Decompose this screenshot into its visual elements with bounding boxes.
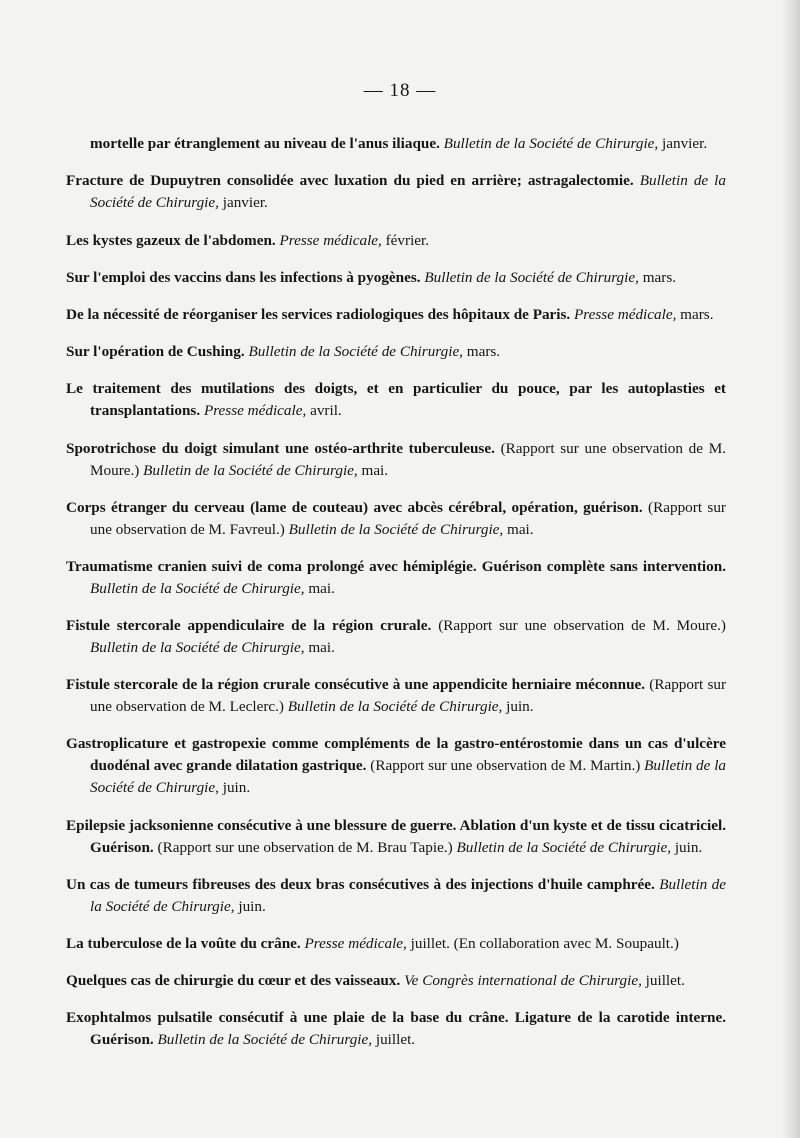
- bibliography-entry: Sur l'opération de Cushing. Bulletin de la Société de Chirurgie, mars.: [66, 343, 501, 361]
- bibliography-entry: Fracture de Dupuytren consolidée avec luxation du pied en arrière; astragalectomie. Bulletin de la Société de Chirurgie, janvier.: [66, 172, 726, 212]
- page-edge-shadow: [782, 0, 800, 1138]
- bibliography-entry: Exophtalmos pulsatile consécutif à une plaie de la base du crâne. Ligature de la carotide interne. Guérison. Bulletin de la Société de Chirurgie, juillet.: [66, 1009, 726, 1049]
- bibliography-entry: mortelle par étranglement au niveau de l'anus iliaque. Bulletin de la Société de Chirurgie, janvier.: [90, 135, 708, 153]
- bibliography-entry: Epilepsie jacksonienne consécutive à une blessure de guerre. Ablation d'un kyste et de tissu cicatriciel. Guérison. (Rapport sur une observation de M. Brau Tapie.) Bulletin de la Société de Chirurgie, juin.: [66, 816, 726, 856]
- bibliography-list: [66, 118, 726, 1058]
- bibliography-entry: De la nécessité de réorganiser les services radiologiques des hôpitaux de Paris. Presse médicale, mars.: [66, 305, 714, 323]
- bibliography-entry: Sur l'emploi des vaccins dans les infections à pyogènes. Bulletin de la Société de Chirurgie, mars.: [66, 268, 677, 286]
- bibliography-entry: Sporotrichose du doigt simulant une ostéo-arthrite tuberculeuse. (Rapport sur une observation de M. Moure.) Bulletin de la Société de Chirurgie, mai.: [66, 439, 726, 479]
- bibliography-entry: Fistule stercorale appendiculaire de la région crurale. (Rapport sur une observation de M. Moure.) Bulletin de la Société de Chirurgie, mai.: [66, 617, 726, 657]
- bibliography-entry: Un cas de tumeurs fibreuses des deux bras consécutives à des injections d'huile camphrée. Bulletin de la Société de Chirurgie, juin.: [66, 875, 726, 915]
- bibliography-entry: Le traitement des mutilations des doigts, et en particulier du pouce, par les autoplasties et transplantations. Presse médicale, avril.: [66, 380, 726, 420]
- bibliography-entry: Quelques cas de chirurgie du cœur et des vaisseaux. Ve Congrès international de Chirurgie, juillet.: [66, 972, 685, 990]
- bibliography-entry: Traumatisme cranien suivi de coma prolongé avec hémiplégie. Guérison complète sans intervention. Bulletin de la Société de Chirurgie, mai.: [66, 557, 726, 597]
- bibliography-entry: Fistule stercorale de la région crurale consécutive à une appendicite herniaire méconnue. (Rapport sur une observation de M. Leclerc.) Bulletin de la Société de Chirurgie, juin.: [66, 676, 727, 716]
- bibliography-entry: La tuberculose de la voûte du crâne. Presse médicale, juillet. (En collaboration avec M. Soupault.): [66, 935, 679, 952]
- bibliography-entry: Gastroplicature et gastropexie comme compléments de la gastro-entérostomie dans un cas d'ulcère duodénal avec grande dilatation gastrique. (Rapport sur une observation de M. Martin.) Bulletin de la Société de Chirurgie, juin.: [66, 735, 727, 797]
- bibliography-entry: Corps étranger du cerveau (lame de couteau) avec abcès cérébral, opération, guérison. (Rapport sur une observation de M. Favreul.) Bulletin de la Société de Chirurgie, mai.: [66, 498, 726, 538]
- page-number: — 18 —: [363, 80, 437, 101]
- bibliography-entry: Les kystes gazeux de l'abdomen. Presse médicale, février.: [66, 231, 430, 249]
